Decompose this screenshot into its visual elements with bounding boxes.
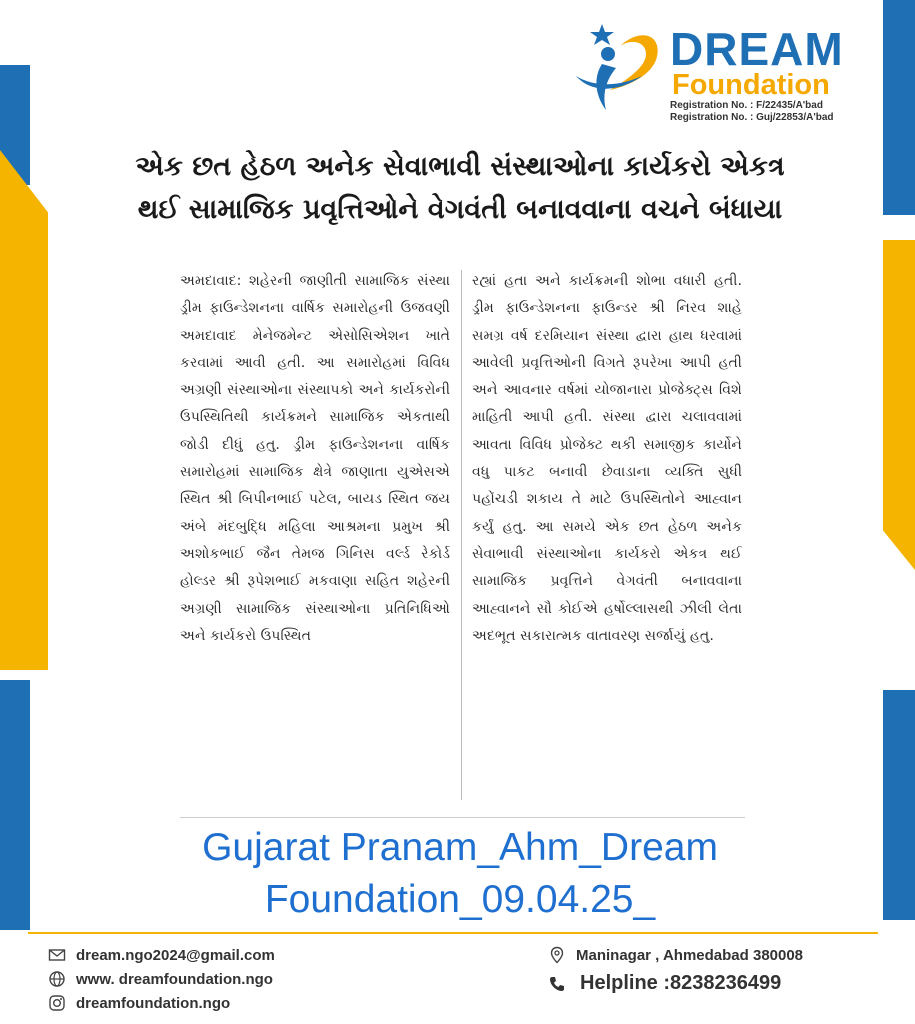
dream-foundation-logo [572,14,862,124]
registration-number-1: Registration No. : F/22435/A'bad [670,100,823,111]
article-column-right: રહ્યાં હતા અને કાર્યક્રમની શોભા વધારી હતી. ડ્રીમ ફાઉન્ડેશનના ફાઉન્ડર શ્રી નિરવ શાહે સમગ્ર વર્ષ દરમિયાન સંસ્થા દ્વારા હાથ ધરવામાં આવેલી પ્રવૃત્તિઓની વિગતે રૂપરેખા આપી હતી અને આવનાર વર્ષમાં યોજાનારા પ્રોજેક્ટ્સ વિશે માહિતી આપી હતી. સંસ્થા દ્વારા ચલાવવામાં આવતા વિવિધ પ્રોજેક્ટ થકી સમાજીક કાર્યોને વધુ પાકટ બનાવી છેવાડાના વ્યક્તિ સુધી પહોંચડી શકાય તે માટે ઉપસ્થિતોને આહ્વાન કર્યું હતુ. આ સમયે એક છત હેઠળ અનેક સેવાભાવી સંસ્થાઓના કાર્યકરો એકત્ર થઈ સામાજિક પ્રવૃત્તિને વેગવંતી બનાવવાના આહ્વાનને સૌ કોઈએ હર્ષોલ્લાસથી ઝીલી લેતા અદભૂત સકારાત્મક વાતાવરણ સર્જાયું હતુ. [472,273,742,644]
article-bottom-rule [180,817,745,818]
footer-helpline[interactable] [548,972,781,995]
article-body [180,268,745,814]
footer-website[interactable] [48,970,273,988]
left-yellow-band [0,150,48,670]
instagram-icon [48,994,66,1012]
footer-location [548,946,803,964]
footer-email[interactable] [48,946,275,964]
footer-divider [28,932,878,934]
source-caption: Gujarat Pranam_Ahm_Dream Foundation_09.04.25_ [202,826,718,921]
right-blue-band-top [883,0,915,215]
article-column-left: અમદાવાદ: શહેરની જાણીતી સામાજિક સંસ્થા ડ્રીમ ફાઉન્ડેશનના વાર્ષિક સમારોહની ઉજવણી અમદાવાદ મેનેજમેન્ટ એસોસિએશન ખાતે કરવામાં આવી હતી. આ સમારોહમાં વિવિધ અગ્રણી સંસ્થાઓના સંસ્થાપકો અને કાર્યકરોની ઉપસ્થિતિથી કાર્યક્રમને સામાજિક એકતાથી જોડી દીધું હતુ. ડ્રીમ ફાઉન્ડેશનના વાર્ષિક સમારોહમાં સામાજિક ક્ષેત્રે જાણાતા યુએસએ સ્થિત શ્રી બિપીનભાઈ પટેલ, બાયડ સ્થિત જય અંબે મંદબુદ્ધિ મહિલા આશ્રમના પ્રમુખ શ્રી અશોકભાઈ જૈન તેમજ ગિનિસ વર્લ્ડ રેકોર્ડ હોલ્ડર શ્રી રૂપેશભાઈ મકવાણા સહિત શહેરની અગ્રણી સામાજિક સંસ્થાઓના પ્રતિનિધિઓ અને કાર્યકરો ઉપસ્થિત [180,273,450,644]
envelope-icon [48,946,66,964]
right-yellow-band [883,240,915,570]
right-blue-band-bottom [883,690,915,920]
phone-icon [548,975,566,993]
helpline-text: Helpline :8238236499 [580,972,782,994]
footer-instagram[interactable] [48,994,230,1012]
location-text: Maninagar , Ahmedabad 380008 [576,946,804,964]
logo-figure-icon [572,16,664,114]
left-blue-band-bottom [0,680,30,930]
email-text: dream.ngo2024@gmail.com [76,946,275,964]
instagram-text: dreamfoundation.ngo [76,994,231,1012]
registration-number-2: Registration No. : Guj/22853/A'bad [670,112,834,123]
website-text: www. dreamfoundation.ngo [76,970,273,988]
column-divider [461,270,462,800]
logo-brand-foundation: Foundation [672,69,830,101]
globe-icon [48,970,66,988]
article-headline: એક છત હેઠળ અનેક સેવાભાવી સંસ્થાઓના કાર્યકરો એકત્ર થઈ સામાજિક પ્રવૃત્તિઓને વેગવંતી બનાવવાના વચને બંધાયા [135,151,785,225]
logo-brand-dream: DREAM [670,23,844,75]
location-pin-icon [548,946,566,964]
